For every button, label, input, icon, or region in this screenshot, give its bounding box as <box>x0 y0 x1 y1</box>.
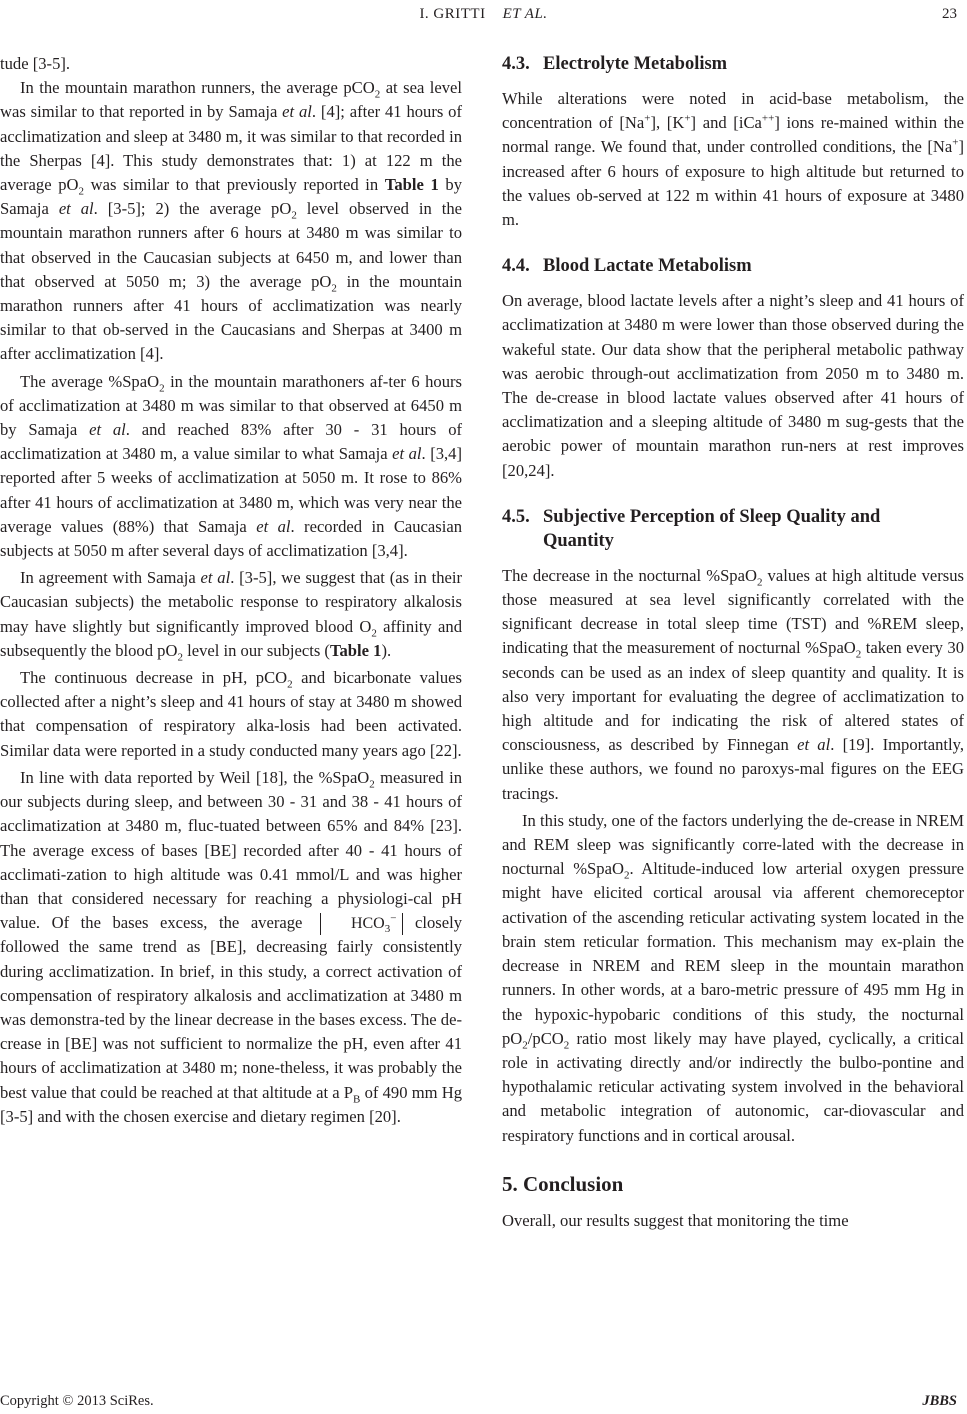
paragraph: In this study, one of the factors underlying the de-crease in NREM and REM sleep was significantly corre-lated with the decrease in nocturnal %SpaO$_2$. Altitude-induced low arterial oxygen pressure might have elicited cortical arousal via afferent chemoreceptor activation of the ascending reticular activating system located in the brain stem reticular formation. This mechanism may ex-plain the decrease in NREM and REM sleep in the mountain marathon runners. In other words, at a baro-metric pressure of 495 mm Hg in the hypoxic-hypobaric conditions of this study, the nocturnal $pO_2/pCO_2$ ratio most likely may have played, cyclically, a critical role in activating directly and/or indirectly the bulbo-pontine and hypothalamic reticular activating system involved in the behavioral and metabolic integration of autonomic, car-diovascular and respiratory functions and in cortical arousal. <box>502 810 964 1145</box>
left-column <box>0 52 462 1129</box>
paragraph: In line with data reported by Weil [18], the %SpaO$_2$ measured in our subjects during sleep, and between 30 - 31 and 38 - 41 hours of acclimatization at 3480 m, fluc-tuated between 65% and 84% [23]. The average excess of bases [BE] recorded after 40 - 41 hours of acclimati-zation to high altitude was 0.41 mmol/L and was higher than that considered necessary for reaching a physiologi-cal pH value. Of the bases excess, the average $HCO_3^-$ closely followed the same trend as [BE], decreasing fairly consistently during acclimatization. In brief, in this study, a correct activation of compensation of respiratory alkalosis and acclimatization at 3480 m was demonstra-ted by the linear decrease in the bases excess. The de-crease in [BE] was not sufficient to normalize the pH, even after 41 hours of acclimatization at 3480 m; none-theless, it was probably the best value that could be reached at that altitude at a $P_B$ of 490 mm Hg [3-5] and with the chosen exercise and dietary regimen [20]. <box>0 767 463 1126</box>
paragraph: tude [3-5]. <box>0 54 71 73</box>
section-number: 4.5. <box>502 506 530 527</box>
section-title-continued: Quantity <box>543 530 614 551</box>
paragraph: In the mountain marathon runners, the average pCO$_2$ at sea level was similar to that reported in by Samaja et al. [4]; after 41 hours of acclimatization and sleep at 3480 m, it was similar to that recorded in the Sherpas [4]. This study demonstrates that: 1) at 122 m the average $pO_2$ was similar to that previously reported in Table 1 by Samaja et al. [3-5]; 2) the average $pO_2$ level observed in the mountain marathon runners after 6 hours at 3480 m was similar to that observed in the Caucasian subjects at 6450 m, and lower than that observed at 5050 m; 3) the average $pO_2$ in the mountain marathon runners after 41 hours of acclimatization was nearly similar to that ob-served in the Caucasians and Sherpas at 3400 m after acclimatization [4]. <box>0 78 463 364</box>
running-header <box>0 0 967 34</box>
et-al: ET AL. <box>502 6 548 22</box>
paragraph: On average, blood lactate levels after a night’s sleep and 41 hours of acclimatization at 3480 m were lower than those observed during the wakeful state. Our data show that the peripheral metabolic pathway was aerobic through-out acclimatization from 2050 m to 3480 m. The de-crease in blood lactate values observed after 41 hours of acclimatization and a sleeping altitude of 3480 m sug-gests that the aerobic power of mountain marathon run-ners at rest improves [20,24]. <box>502 291 964 480</box>
section-heading <box>502 505 964 553</box>
conclusion-heading: 5. Conclusion <box>502 1171 624 1196</box>
author-name: I. GRITTI <box>419 6 486 22</box>
paragraph: The average %SpaO$_2$ in the mountain marathoners af-ter 6 hours of acclimatization at 3480 m was similar to that observed at 6450 m by Samaja et al. and reached 83% after 30 - 31 hours of acclimatization at 3480 m, a value similar to what Samaja et al. [3,4] reported after 5 weeks of acclimatization at 5050 m. It rose to 86% after 41 hours of acclimatization at 3480 m, which was very near the average values (88%) that Samaja et al. recorded in Caucasian subjects at 5050 m after several days of acclimatization [3,4]. <box>0 371 463 561</box>
section-title: Electrolyte Metabolism <box>543 54 728 74</box>
paragraph: In agreement with Samaja et al. [3-5], we suggest that (as in their Caucasian subjects) the metabolic response to respiratory alkalosis may have slightly but significantly improved blood $O_2$ affinity and subsequently the blood $pO_2$ level in our subjects (Table 1). <box>0 568 463 664</box>
section-heading <box>502 52 964 76</box>
page-number: 23 <box>942 6 957 22</box>
section-title: Blood Lactate Metabolism <box>543 256 752 277</box>
paragraph: Overall, our results suggest that monitoring the time <box>502 1210 849 1230</box>
paragraph: The continuous decrease in pH, pCO$_2$ and bicarbonate values collected after a night’s sleep and 41 hours of stay at 3480 m showed that compensation of respiratory alka-losis had been activated. Similar data were reported in a study conducted many years ago [22]. <box>0 668 462 760</box>
copyright-notice: Copyright © 2013 SciRes. <box>0 1393 154 1409</box>
section-number: 4.3. <box>502 54 530 74</box>
journal-abbrev: JBBS <box>922 1393 957 1409</box>
section-title: Subjective Perception of Sleep Quality and <box>543 506 881 527</box>
section-number: 4.4. <box>502 256 530 277</box>
section-heading <box>502 254 964 278</box>
paragraph: While alterations were noted in acid-base metabolism, the concentration of [Na+], [K+] and [iCa++] ions re-mained within the normal range. We found that, under controlled conditions, the [Na+] increased after 6 hours of exposure to high altitude but returned to the values ob-served at 122 m within 41 hours of exposure at 3480 m. <box>502 89 964 230</box>
paragraph: The decrease in the nocturnal %SpaO$_2$ values at high altitude versus those measured at sea level significantly correlated with the significant decrease in total sleep time (TST) and %REM sleep, indicating that the measurement of nocturnal %SpaO$_2$ taken every 30 seconds can be used as an index of sleep quantity and quality. It is also very important for evaluating the degree of acclimatization to high altitude and for indicating the risk of altered states of consciousness, as described by Finnegan et al. [19]. Importantly, unlike these authors, we found no paroxys-mal figures on the EEG tracings. <box>502 565 965 803</box>
right-column <box>502 52 964 1233</box>
running-head-authors <box>0 6 967 23</box>
